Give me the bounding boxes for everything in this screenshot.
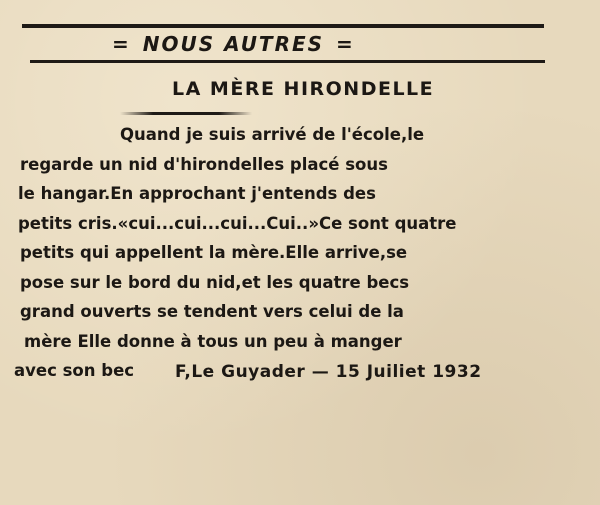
masthead-bottom-rule — [30, 60, 545, 63]
article-line: Quand je suis arrivé de l'école,le — [120, 125, 425, 144]
article-headline: LA MÈRE HIRONDELLE — [172, 78, 435, 100]
article-line: regarde un nid d'hirondelles placé sous — [20, 154, 388, 174]
article-signature: F,Le Guyader — 15 Juiliet 1932 — [175, 362, 482, 382]
masthead-left-ornament: = — [112, 32, 131, 56]
masthead — [100, 30, 420, 58]
article-line: petits qui appellent la mère.Elle arrive,se — [20, 243, 408, 262]
masthead-title: NOUS AUTRES — [142, 32, 325, 56]
article-line: mère Elle donne à tous un peu à manger — [24, 331, 402, 351]
article-line: le hangar.En approchant j'entends des — [18, 184, 376, 203]
top-double-rule — [22, 24, 544, 28]
article-line: grand ouverts se tendent vers celui de la — [20, 302, 404, 321]
article-body — [14, 120, 464, 386]
article-line: pose sur le bord du nid,et les quatre becs — [20, 272, 410, 292]
article-line: petits cris.«cui...cui...cui...Cui..»Ce sont quatre — [18, 213, 457, 233]
masthead-right-ornament: = — [336, 32, 355, 56]
article-line: avec son bec — [14, 361, 135, 380]
headline-underline — [120, 112, 252, 115]
